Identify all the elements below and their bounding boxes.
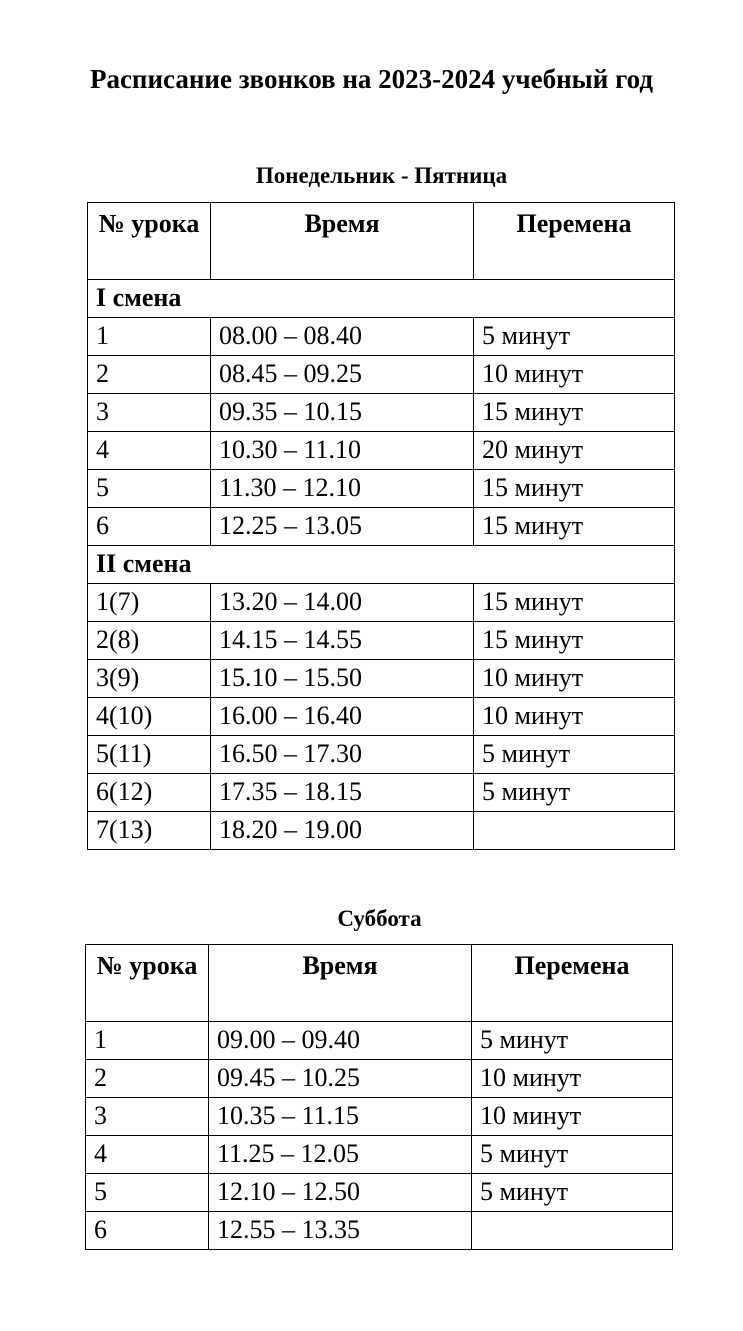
lesson-time: 12.10 – 12.50: [209, 1174, 472, 1212]
lesson-time: 08.45 – 09.25: [211, 356, 474, 394]
lesson-time: 17.35 – 18.15: [211, 774, 474, 812]
column-header-break: Перемена: [474, 203, 675, 280]
break-duration: 15 минут: [474, 508, 675, 546]
lesson-number: 6: [86, 1212, 209, 1250]
break-duration: 15 минут: [474, 394, 675, 432]
lesson-number: 5: [86, 1174, 209, 1212]
lesson-number: 5(11): [88, 736, 211, 774]
lesson-time: 16.00 – 16.40: [211, 698, 474, 736]
lesson-number: 6: [88, 508, 211, 546]
break-duration: 10 минут: [472, 1060, 673, 1098]
lesson-time: 11.30 – 12.10: [211, 470, 474, 508]
lesson-number: 1: [86, 1022, 209, 1060]
table-header-row: [86, 945, 673, 1022]
column-header-time: Время: [211, 203, 474, 280]
lesson-time: 15.10 – 15.50: [211, 660, 474, 698]
break-duration: [474, 812, 675, 850]
break-duration: 5 минут: [474, 736, 675, 774]
table-row: [88, 698, 675, 736]
lesson-time: 09.45 – 10.25: [209, 1060, 472, 1098]
break-duration: [472, 1212, 673, 1250]
break-duration: 5 минут: [472, 1136, 673, 1174]
table-row: [88, 660, 675, 698]
table-row: [88, 774, 675, 812]
column-header-time: Время: [209, 945, 472, 1022]
table-row: [88, 394, 675, 432]
column-header-lesson: № урока: [88, 203, 211, 280]
lesson-number: 6(12): [88, 774, 211, 812]
lesson-time: 09.35 – 10.15: [211, 394, 474, 432]
lesson-number: 2(8): [88, 622, 211, 660]
column-header-break: Перемена: [472, 945, 673, 1022]
shift-group-row: [88, 280, 675, 318]
break-duration: 5 минут: [474, 318, 675, 356]
lesson-number: 1: [88, 318, 211, 356]
table-row: [88, 622, 675, 660]
table-row: [86, 1212, 673, 1250]
lesson-time: 09.00 – 09.40: [209, 1022, 472, 1060]
saturday-schedule-table: [85, 944, 673, 1250]
lesson-number: 1(7): [88, 584, 211, 622]
table-row: [86, 1060, 673, 1098]
lesson-number: 4: [86, 1136, 209, 1174]
table-row: [86, 1022, 673, 1060]
lesson-time: 16.50 – 17.30: [211, 736, 474, 774]
lesson-number: 3: [86, 1098, 209, 1136]
lesson-time: 11.25 – 12.05: [209, 1136, 472, 1174]
table-row: [88, 584, 675, 622]
table-row: [86, 1136, 673, 1174]
table-row: [86, 1174, 673, 1212]
lesson-number: 3: [88, 394, 211, 432]
lesson-number: 2: [88, 356, 211, 394]
shift-1-label: I смена: [88, 280, 675, 318]
shift-group-row: [88, 546, 675, 584]
lesson-number: 4: [88, 432, 211, 470]
break-duration: 10 минут: [472, 1098, 673, 1136]
table-row: [88, 356, 675, 394]
table-row: [88, 432, 675, 470]
column-header-lesson: № урока: [86, 945, 209, 1022]
break-duration: 20 минут: [474, 432, 675, 470]
break-duration: 15 минут: [474, 470, 675, 508]
lesson-time: 12.25 – 13.05: [211, 508, 474, 546]
shift-2-label: II смена: [88, 546, 675, 584]
table-row: [88, 470, 675, 508]
break-duration: 5 минут: [474, 774, 675, 812]
break-duration: 15 минут: [474, 622, 675, 660]
break-duration: 5 минут: [472, 1022, 673, 1060]
lesson-time: 10.35 – 11.15: [209, 1098, 472, 1136]
table-row: [88, 318, 675, 356]
break-duration: 10 минут: [474, 356, 675, 394]
lesson-time: 13.20 – 14.00: [211, 584, 474, 622]
lesson-time: 10.30 – 11.10: [211, 432, 474, 470]
weekday-heading: Понедельник - Пятница: [255, 163, 508, 188]
lesson-number: 7(13): [88, 812, 211, 850]
break-duration: 10 минут: [474, 660, 675, 698]
lesson-number: 4(10): [88, 698, 211, 736]
table-row: [88, 736, 675, 774]
lesson-number: 3(9): [88, 660, 211, 698]
table-row: [88, 812, 675, 850]
table-header-row: [88, 203, 675, 280]
table-row: [88, 508, 675, 546]
saturday-heading: Суббота: [337, 906, 422, 931]
lesson-time: 14.15 – 14.55: [211, 622, 474, 660]
lesson-number: 5: [88, 470, 211, 508]
weekday-schedule-table: [87, 202, 675, 850]
page-title: Расписание звонков на 2023-2024 учебный год: [89, 64, 654, 94]
table-row: [86, 1098, 673, 1136]
lesson-time: 18.20 – 19.00: [211, 812, 474, 850]
lesson-time: 12.55 – 13.35: [209, 1212, 472, 1250]
lesson-number: 2: [86, 1060, 209, 1098]
break-duration: 10 минут: [474, 698, 675, 736]
break-duration: 5 минут: [472, 1174, 673, 1212]
lesson-time: 08.00 – 08.40: [211, 318, 474, 356]
break-duration: 15 минут: [474, 584, 675, 622]
